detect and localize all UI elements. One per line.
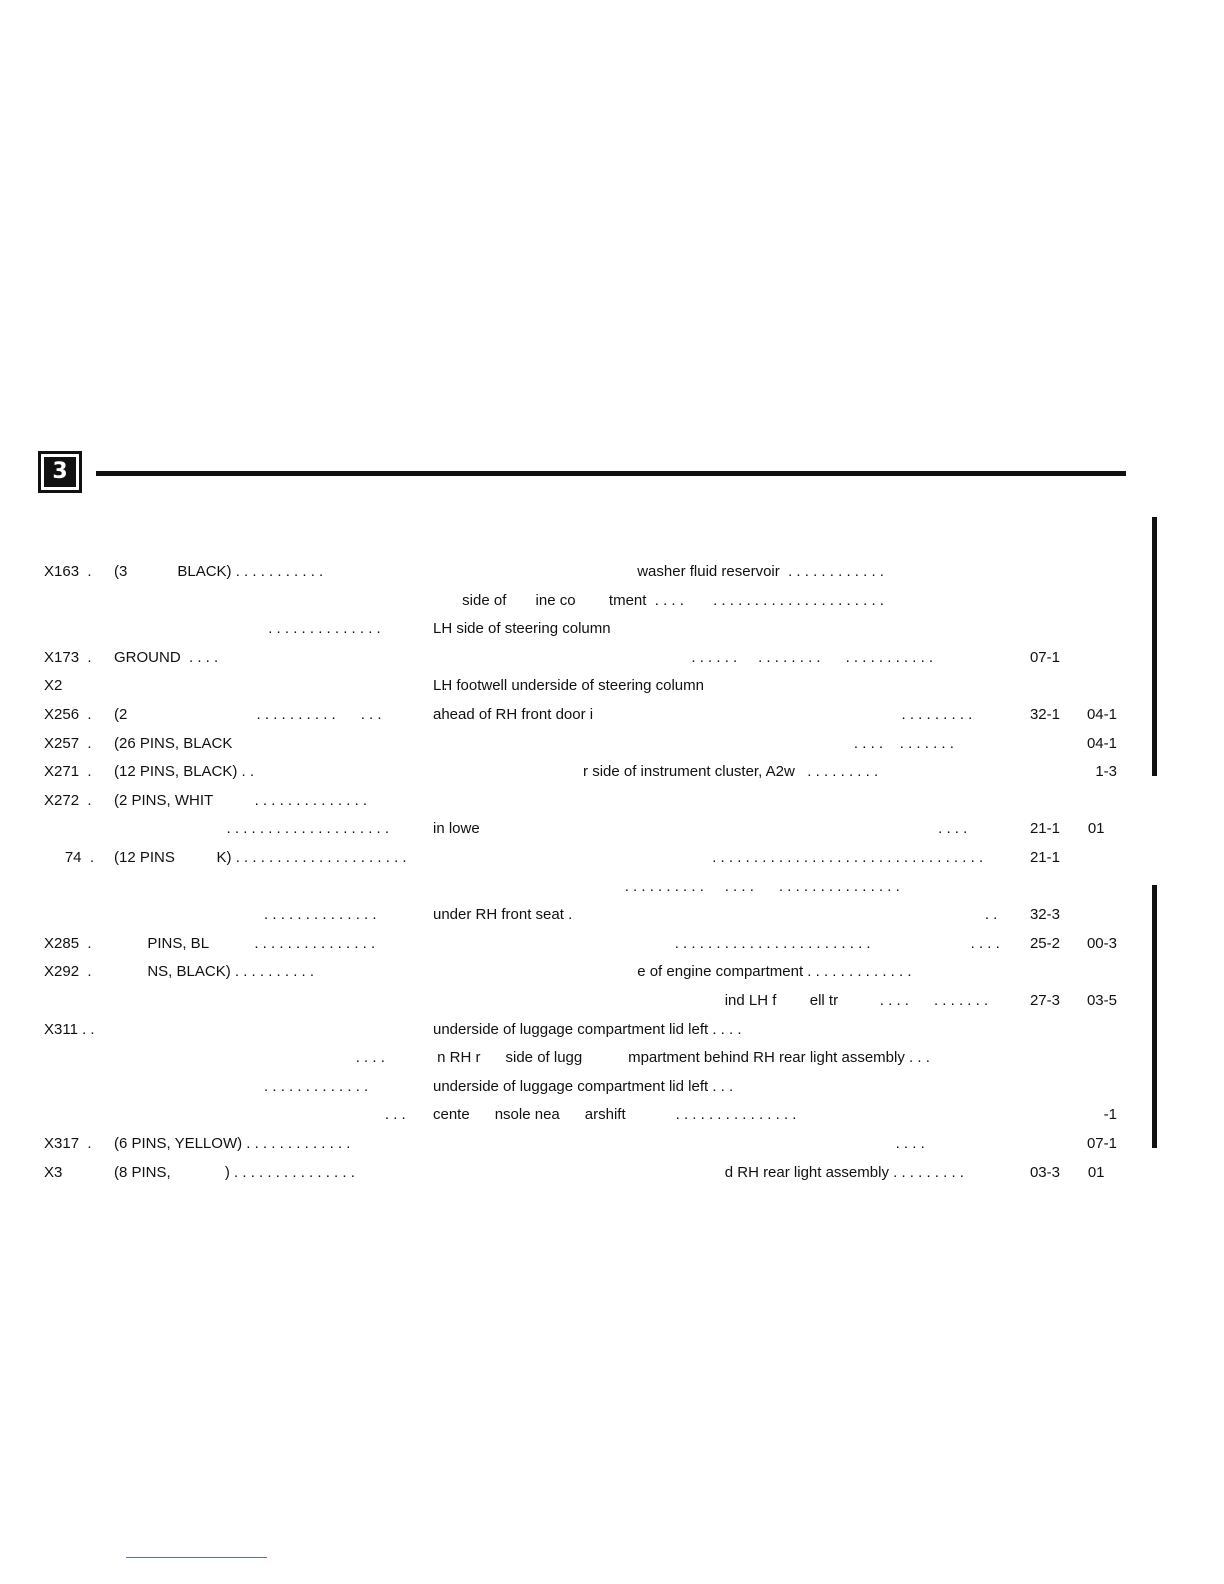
connector-description: (12 PINS, BLACK) . .	[114, 763, 255, 781]
connector-id: X292 .	[44, 963, 92, 981]
table-row	[0, 878, 1224, 906]
connector-id: X317 .	[44, 1135, 92, 1152]
section-ref: 00-3	[1086, 934, 1117, 952]
table-row	[0, 935, 1224, 963]
connector-location: . . . .	[433, 1135, 925, 1152]
page-ref: 32-1	[1029, 706, 1060, 723]
table-row	[0, 735, 1224, 763]
table-row	[0, 563, 1224, 591]
table-row	[0, 992, 1224, 1020]
header-rule	[96, 471, 1126, 476]
connector-description: . . . . . . . . . . . . .	[114, 1077, 369, 1095]
section-ref: 04-1	[1086, 706, 1117, 723]
connector-description: PINS, BL . . . . . . . . . . . . . . .	[114, 934, 376, 952]
connector-description: (12 PINS K) . . . . . . . . . . . . . . . . . . . . .	[114, 849, 407, 866]
connector-id: X311 . .	[44, 1020, 95, 1038]
connector-id: X173 .	[44, 648, 92, 666]
connector-description: . . . .	[114, 1049, 385, 1067]
connector-id: X163 .	[44, 563, 92, 580]
section-tab	[38, 451, 82, 493]
connector-location: n RH r side of lugg mpartment behind RH rear light assembly . . .	[433, 1049, 930, 1067]
connector-description: (2 PINS, WHIT . . . . . . . . . . . . . .	[114, 791, 368, 809]
table-row	[0, 820, 1224, 848]
connector-id: X257 .	[44, 734, 92, 752]
connector-id: X271 .	[44, 763, 92, 781]
connector-id: X272 .	[44, 791, 92, 809]
page-ref: 21-1	[1029, 820, 1060, 838]
table-row	[0, 1049, 1224, 1077]
table-row	[0, 649, 1224, 677]
connector-location: in lowe . . . .	[433, 820, 968, 838]
connector-location: side of ine co tment . . . . . . . . . . . . . . . . . . . . . . . . .	[433, 591, 884, 609]
table-row	[0, 1164, 1224, 1192]
table-row	[0, 792, 1224, 820]
connector-location: ind LH f ell tr . . . . . . . . . . .	[433, 992, 989, 1009]
connector-description: (26 PINS, BLACK	[114, 734, 233, 752]
connector-description: GROUND . . . .	[114, 648, 219, 666]
connector-id: 74 .	[44, 849, 95, 866]
footer-link-underline	[126, 1557, 267, 1558]
connector-location: . . . . . . . . . . . . . . . . . . . . . . . . . . . . .	[433, 877, 900, 895]
section-ref: 04-1	[1086, 734, 1117, 752]
connector-id: X256 .	[44, 706, 92, 723]
table-row	[0, 763, 1224, 791]
connector-id: X3	[44, 1163, 63, 1181]
connector-location: cente nsole nea arshift . . . . . . . . . . . . . . .	[433, 1106, 797, 1124]
table-row	[0, 706, 1224, 734]
section-tab-number: 3	[44, 457, 76, 487]
section-ref: 01	[1087, 820, 1117, 838]
connector-location: LH footwell underside of steering column	[433, 677, 704, 695]
connector-description: . . .	[114, 1106, 406, 1124]
connector-description: . . . . . . . . . . . . . .	[114, 906, 377, 924]
section-ref: -1	[1103, 1106, 1117, 1124]
table-row	[0, 849, 1224, 877]
table-row	[0, 1021, 1224, 1049]
page-ref: 25-2	[1029, 934, 1060, 952]
connector-description: .	[114, 677, 448, 695]
connector-location: . . . . . . . . . . .	[433, 734, 954, 752]
connector-location: d RH rear light assembly . . . . . . . . .	[433, 1163, 964, 1181]
connector-location: e of engine compartment . . . . . . . . . . . . .	[433, 963, 912, 981]
connector-description: (2 . . . . . . . . . . . . .	[114, 706, 382, 723]
connector-location: . . . . . . . . . . . . . . . . . . . . . . . . . . . . . . . . .	[433, 849, 984, 866]
table-row	[0, 620, 1224, 648]
section-ref: 03-5	[1086, 992, 1117, 1009]
page-ref: 03-3	[1029, 1163, 1060, 1181]
table-row	[0, 906, 1224, 934]
connector-description: (8 PINS, ) . . . . . . . . . . . . . . .	[114, 1163, 355, 1181]
page-ref: 27-3	[1029, 992, 1060, 1009]
connector-location: . . . . . . . . . . . . . . . . . . . . . . . . . . . .	[433, 934, 1000, 952]
page-ref: 32-3	[1029, 906, 1060, 924]
connector-location: ahead of RH front door i . . . . . . . . .	[433, 706, 973, 723]
connector-description: . . . . . . . . . . . . . . . . . . . .	[114, 820, 390, 838]
connector-location: . . . . . . . . . . . . . . . . . . . . . . . . .	[433, 648, 934, 666]
connector-id: X285 .	[44, 934, 92, 952]
connector-location: underside of luggage compartment lid left . . . .	[433, 1020, 742, 1038]
connector-location: r side of instrument cluster, A2w . . . . . . . . .	[433, 763, 879, 781]
table-row	[0, 592, 1224, 620]
section-ref: 01	[1087, 1163, 1117, 1181]
connector-description: (3 BLACK) . . . . . . . . . . .	[114, 563, 324, 580]
page-ref: 21-1	[1029, 849, 1060, 866]
table-row	[0, 1078, 1224, 1106]
connector-id: X2	[44, 677, 63, 695]
table-row	[0, 1106, 1224, 1134]
table-row	[0, 677, 1224, 705]
table-row	[0, 963, 1224, 991]
section-ref: 07-1	[1086, 1135, 1117, 1152]
section-ref: 1-3	[1095, 763, 1117, 781]
connector-location: under RH front seat . . .	[433, 906, 998, 924]
connector-description: NS, BLACK) . . . . . . . . . .	[114, 963, 315, 981]
page-ref: 07-1	[1029, 648, 1060, 666]
connector-description: (6 PINS, YELLOW) . . . . . . . . . . . . .	[114, 1135, 351, 1152]
table-row	[0, 1135, 1224, 1163]
connector-location: washer fluid reservoir . . . . . . . . . . . .	[433, 563, 884, 580]
connector-location: underside of luggage compartment lid left . . .	[433, 1077, 734, 1095]
connector-location: LH side of steering column	[433, 620, 611, 638]
connector-description: . . . . . . . . . . . . . .	[114, 620, 381, 638]
